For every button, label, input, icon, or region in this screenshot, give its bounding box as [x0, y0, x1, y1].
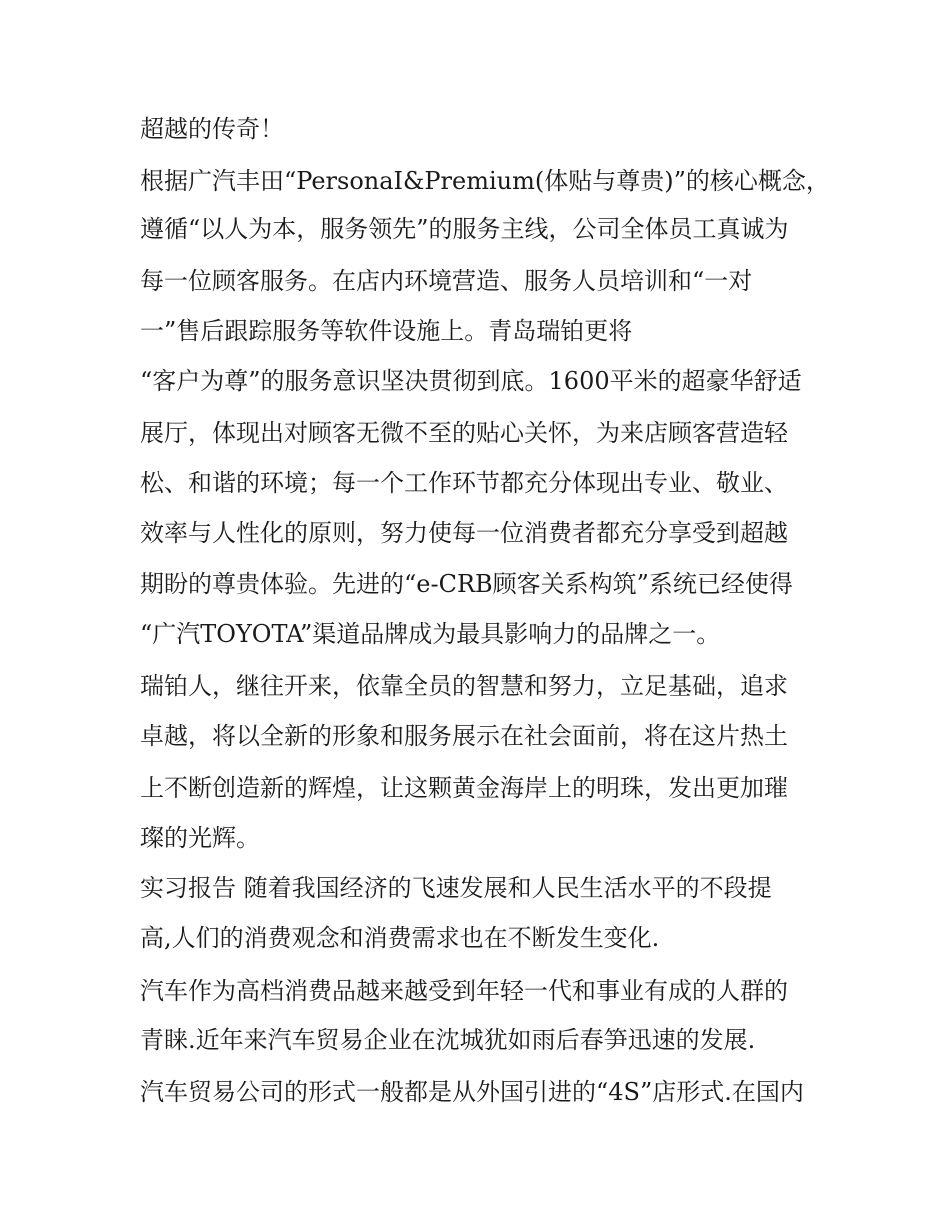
text-line: 期盼的尊贵体验。先进的“e-CRB顾客关系构筑”系统已经使得 [140, 570, 793, 598]
text-line: 一”售后跟踪服务等软件设施上。青岛瑞铂更将 [140, 317, 633, 345]
text-line: 卓越，将以全新的形象和服务展示在社会面前，将在这片热土 [140, 722, 788, 750]
text-line: 遵循“以人为本，服务领先”的服务主线，公司全体员工真诚为 [140, 215, 789, 243]
text-line: 汽车作为高档消费品越来越受到年轻一代和事业有成的人群的 [140, 977, 788, 1005]
text-line: 每一位顾客服务。在店内环境营造、服务人员培训和“一对 [140, 267, 753, 295]
text-line: 汽车贸易公司的形式一般都是从外国引进的“4S”店形式.在国内 [140, 1078, 804, 1106]
text-line: 根据广汽丰田“PersonaI&Premium(体贴与尊贵)”的核心概念， [140, 167, 830, 195]
text-line: 超越的传奇！ [140, 115, 284, 143]
text-line: “广汽TOYOTA”渠道品牌成为最具影响力的品牌之一。 [140, 620, 721, 648]
text-line: 展厅，体现出对顾客无微不至的贴心关怀，为来店顾客营造轻 [140, 419, 788, 447]
text-line: 松、和谐的环境；每一个工作环节都充分体现出专业、敬业、 [140, 469, 788, 497]
text-line: 高,人们的消费观念和消费需求也在不断发生变化. [140, 924, 660, 952]
text-line: 璨的光辉。 [140, 824, 260, 852]
text-line: “客户为尊”的服务意识坚决贯彻到底。1600平米的超豪华舒适 [140, 367, 802, 395]
text-line: 效率与人性化的原则，努力使每一位消费者都充分享受到超越 [140, 519, 788, 547]
text-line: 上不断创造新的辉煌，让这颗黄金海岸上的明珠，发出更加璀 [140, 774, 788, 802]
text-line: 青睐.近年来汽车贸易企业在沈城犹如雨后春笋迅速的发展. [140, 1026, 756, 1054]
text-line: 瑞铂人，继往开来，依靠全员的智慧和努力，立足基础，追求 [140, 672, 788, 700]
text-line: 实习报告 随着我国经济的飞速发展和人民生活水平的不段提 [140, 874, 772, 902]
